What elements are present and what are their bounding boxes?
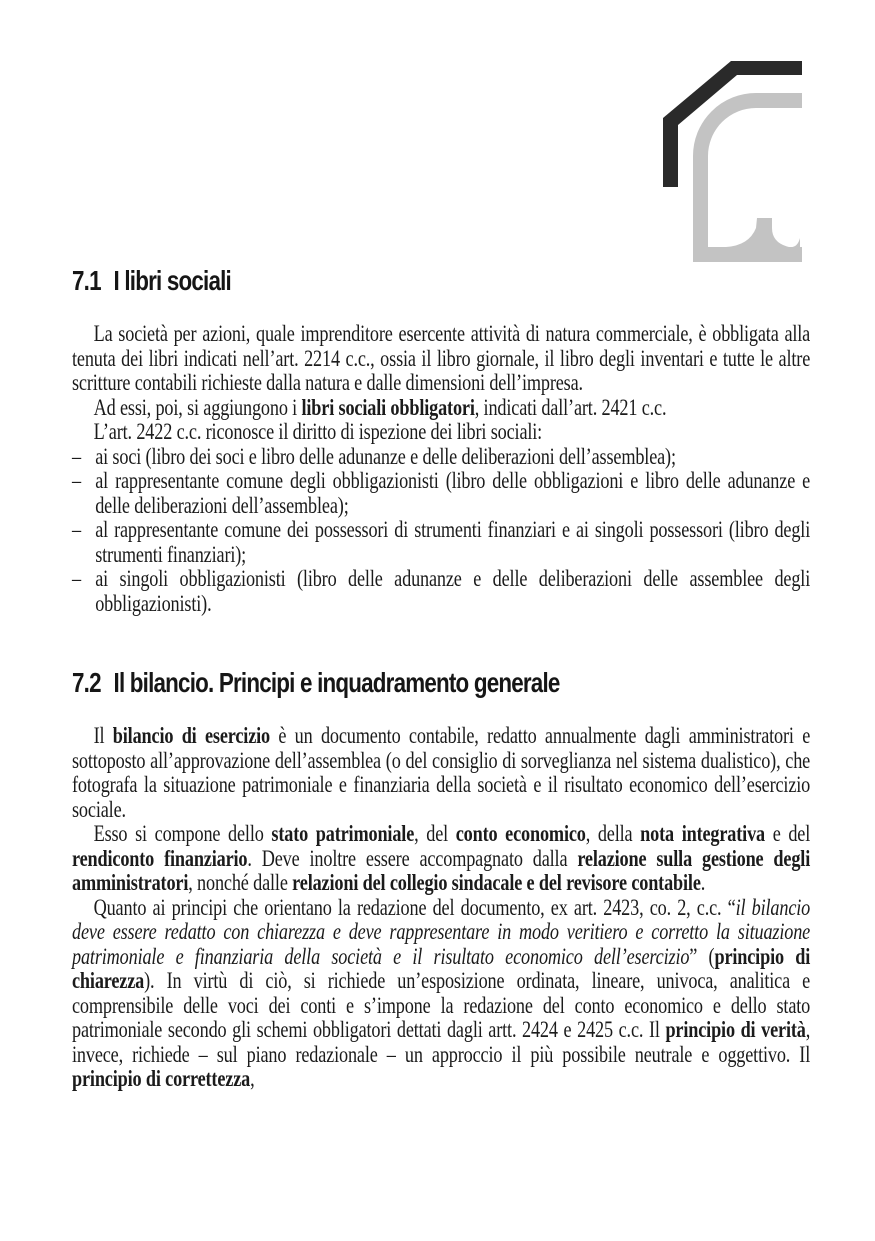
list-item-text [95, 469, 810, 518]
text-segment: Ad essi, poi, si aggiungono i [93, 394, 302, 420]
bullet-dash: – [72, 468, 81, 493]
section-number: 7.2 [72, 667, 101, 698]
section-title: Il bilancio. Principi e inquadramento generale [113, 667, 560, 698]
text-segment: al rappresentante comune degli obbligazionisti (libro delle obbligazioni e libro delle adunanze e delle deliberazioni dell’assemblea); [95, 468, 811, 518]
paragraph [72, 724, 810, 822]
text-segment: e del [764, 821, 811, 846]
bullet-dash: – [72, 443, 81, 469]
text-segment: , del [414, 821, 456, 846]
paragraph [72, 322, 810, 396]
text-segment: relazioni del collegio sindacale e del revisore contabile [292, 870, 701, 895]
text-segment: La società per azioni, quale imprenditore esercente attività di natura commerciale, è obbligata alla tenuta dei libri indicati nell’art. 2214 c.c., ossia il libro giornale, il libro degli inventari e tutte le altre scritture contabili richieste dalla natura e dalle dimensioni dell’impresa. [72, 321, 811, 395]
section-heading [72, 668, 810, 698]
text-segment: principio di correttezza [72, 1066, 251, 1091]
bullet-dash: – [72, 517, 81, 542]
paragraph [72, 822, 810, 896]
text-segment: , [250, 1066, 255, 1091]
list-item-text [95, 518, 810, 567]
text-segment: principio di verità [665, 1017, 806, 1042]
text-segment: ” ( [689, 943, 715, 969]
text-segment: principio di chiarezza [72, 943, 811, 993]
text-segment: . [700, 870, 706, 895]
paragraph [72, 896, 810, 1092]
section-title: I libri sociali [113, 265, 231, 296]
text-segment: ai singoli obbligazionisti (libro delle adunanze e delle deliberazioni delle assemblee degli obbligazionisti). [95, 566, 811, 616]
text-segment: libri sociali obbligatori [301, 394, 475, 420]
text-segment: . Deve inoltre essere accompagnato dalla [247, 845, 578, 871]
list-item-text [95, 567, 810, 616]
publisher-logo-corner [663, 61, 802, 187]
text-segment: è un documento contabile, redatto annualmente dagli amministratori e sottoposto all’approvazione dell’assemblea (o del consiglio di sorveglianza nel sistema dualistico), che fotografa la situazione patrimoniale e finanziaria della società e il risultato economico dell’esercizio sociale. [72, 723, 811, 822]
text-segment: ai soci (libro dei soci e libro delle adunanze e delle deliberazioni dell’assemblea); [95, 443, 676, 469]
text-segment: , nonché dalle [188, 870, 293, 895]
text-segment: nota integrativa [640, 821, 765, 846]
bullet-dash: – [72, 566, 81, 591]
text-segment: Il [93, 723, 113, 748]
text-segment: stato patrimoniale [271, 821, 415, 846]
section-number: 7.1 [72, 265, 101, 296]
list-item [72, 518, 810, 567]
text-segment: relazione sulla gestione degli amministratori [72, 845, 811, 895]
section-7.2 [72, 668, 810, 1092]
text-segment: al rappresentante comune dei possessori di strumenti finanziari e ai singoli possessori (libro degli strumenti finanziari); [95, 517, 811, 567]
list-item [72, 567, 810, 616]
publisher-logo-arch [701, 101, 803, 255]
text-segment: bilancio di esercizio [112, 723, 270, 748]
paragraph [72, 420, 810, 445]
text-segment: il bilancio deve essere redatto con chiarezza e deve rappresentare in modo veritiero e corretto la situazione patrimoniale e finanziaria della società e il risultato economico dell’esercizio [72, 894, 811, 969]
list-item [72, 469, 810, 518]
text-segment: Quanto ai principi che orientano la redazione del documento, ex art. 2423, co. 2, c.c. “ [93, 894, 736, 920]
text-segment: L’art. 2422 c.c. riconosce il diritto di ispezione dei libri sociali: [93, 419, 543, 444]
text-segment: ). In virtù di ciò, si richiede un’esposizione ordinata, lineare, univoca, analitica e comprensibile delle voci dei conti e s’impone la redazione del conto economico e dello stato patrimoniale secondo gli schemi obbligatori dettati dagli artt. 2424 e 2425 c.c. Il [72, 968, 811, 1042]
text-segment: conto economico [455, 821, 586, 846]
section-7.1 [72, 266, 810, 616]
list-item [72, 445, 810, 470]
list-item-text [95, 445, 810, 470]
publisher-logo-bell [726, 218, 800, 262]
text-segment: rendiconto finanziario [72, 845, 248, 871]
text-segment: , indicati dall’art. 2421 c.c. [474, 394, 667, 420]
publisher-logo [600, 20, 875, 295]
page-content [72, 266, 810, 1092]
text-segment: Esso si compone dello [93, 821, 272, 846]
text-segment: , invece, richiede – sul piano redazionale – un approccio il più possibile neutrale e oggettivo. Il [72, 1017, 811, 1067]
section-heading [72, 266, 810, 296]
paragraph [72, 396, 810, 421]
text-segment: , della [585, 821, 641, 846]
